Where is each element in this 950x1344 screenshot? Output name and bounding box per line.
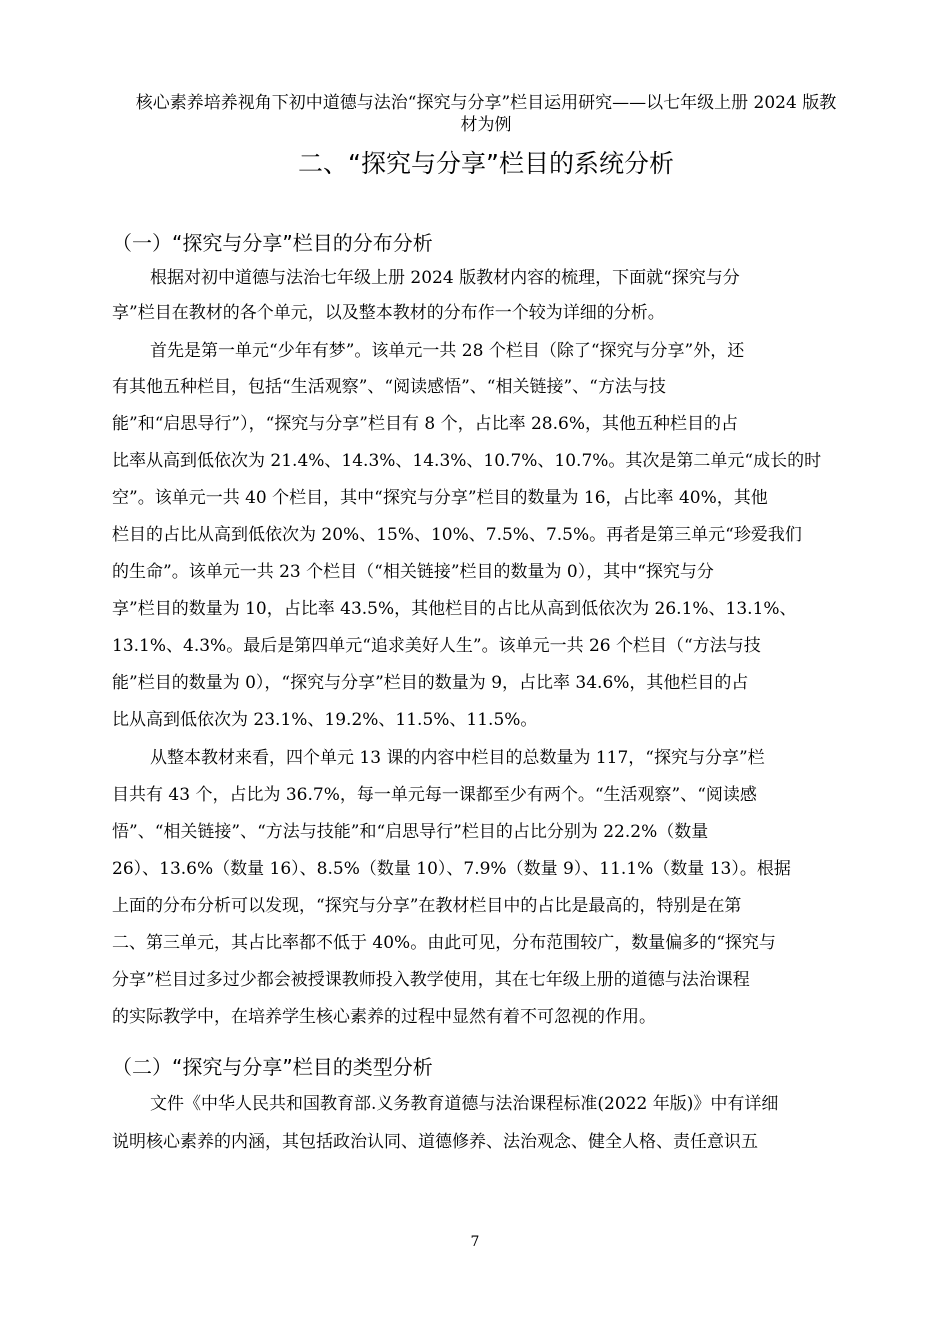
paragraph-line: 的生命”。该单元一共 23 个栏目（“相关链接”栏目的数量为 0），其中“探究与分 — [112, 562, 714, 582]
subsection-title-types: （二）“探究与分享”栏目的类型分析 — [112, 1055, 433, 1079]
running-header-line-1: 核心素养培养视角下初中道德与法治“探究与分享”栏目运用研究——以七年级上册 2024 版教 — [135, 93, 837, 113]
paragraph-line: 上面的分布分析可以发现，“探究与分享”在教材栏目中的占比是最高的，特别是在第 — [112, 896, 742, 916]
paragraph-line: 文件《中华人民共和国教育部.义务教育道德与法治课程标准(2022 年版)》中有详细 — [150, 1094, 779, 1114]
paragraph-line: 13.1%、4.3%。最后是第四单元“追求美好人生”。该单元一共 26 个栏目（“方法与技 — [112, 636, 761, 656]
paragraph-line: 享”栏目的数量为 10，占比率 43.5%，其他栏目的占比从高到低依次为 26.1%、13.1%、 — [112, 599, 797, 619]
paragraph-line: 悟”、“相关链接”、“方法与技能”和“启思导行”栏目的占比分别为 22.2%（数量 — [112, 822, 709, 842]
page-number: 7 — [470, 1234, 480, 1250]
paragraph-line: 比率从高到低依次为 21.4%、14.3%、14.3%、10.7%、10.7%。其次是第二单元“成长的时 — [112, 451, 822, 471]
paragraph-line: 能”栏目的数量为 0），“探究与分享”栏目的数量为 9，占比率 34.6%，其他栏目的占 — [112, 673, 749, 693]
paragraph-line: 说明核心素养的内涵，其包括政治认同、道德修养、法治观念、健全人格、责任意识五 — [112, 1132, 758, 1152]
section-title: 二、“探究与分享”栏目的系统分析 — [298, 149, 674, 178]
paragraph-line: 空”。该单元一共 40 个栏目，其中“探究与分享”栏目的数量为 16，占比率 40%，其他 — [112, 488, 768, 508]
paragraph-line: 有其他五种栏目，包括“生活观察”、“阅读感悟”、“相关链接”、“方法与技 — [112, 377, 666, 397]
paragraph-line: 的实际教学中，在培养学生核心素养的过程中显然有着不可忽视的作用。 — [112, 1007, 656, 1027]
paragraph-line: 分享”栏目过多过少都会被授课教师投入教学使用，其在七年级上册的道德与法治课程 — [112, 970, 750, 990]
paragraph-line: 根据对初中道德与法治七年级上册 2024 版教材内容的梳理，下面就“探究与分 — [150, 268, 740, 288]
paragraph-line: 栏目的占比从高到低依次为 20%、15%、10%、7.5%、7.5%。再者是第三单元“珍爱我们 — [112, 525, 802, 545]
paragraph-line: 能”和“启思导行”），“探究与分享”栏目有 8 个，占比率 28.6%，其他五种栏目的占 — [112, 414, 738, 434]
running-header-line-2: 材为例 — [460, 115, 512, 135]
paragraph-line: 目共有 43 个，占比为 36.7%，每一单元每一课都至少有两个。“生活观察”、“阅读感 — [112, 785, 757, 805]
paragraph-line: 26）、13.6%（数量 16）、8.5%（数量 10）、7.9%（数量 9）、11.1%（数量 13）。根据 — [112, 859, 791, 879]
paragraph-line: 首先是第一单元“少年有梦”。该单元一共 28 个栏目（除了“探究与分享”外，还 — [150, 341, 745, 361]
paragraph-line: 比从高到低依次为 23.1%、19.2%、11.5%、11.5%。 — [112, 710, 538, 730]
subsection-title-distribution: （一）“探究与分享”栏目的分布分析 — [112, 231, 433, 255]
paragraph-line: 从整本教材来看，四个单元 13 课的内容中栏目的总数量为 117，“探究与分享”栏 — [150, 748, 765, 768]
paragraph-line: 享”栏目在教材的各个单元，以及整本教材的分布作一个较为详细的分析。 — [112, 303, 665, 323]
paragraph-line: 二、第三单元，其占比率都不低于 40%。由此可见，分布范围较广，数量偏多的“探究与 — [112, 933, 776, 953]
running-header — [112, 92, 860, 136]
